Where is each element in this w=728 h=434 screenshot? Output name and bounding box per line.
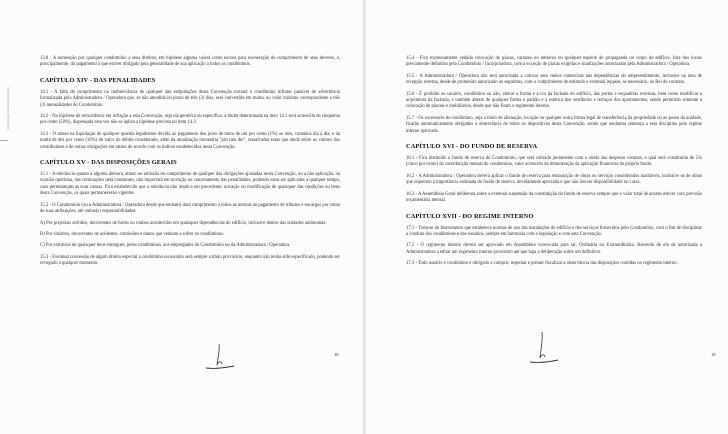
paragraph: 17.1 - Trata-se do Instrumento que estabelece normas de uso das instalações do edifício e dos serviços fornecidos pelo Condomínio, com o fim de disciplinar a conduta dos condôminos e dos usuários, sempre em harmonia com a legislação e com esta Convenção.	[406, 225, 702, 237]
paragraph: A) Por prejuízos sofridos, decorrentes de furtos ou roubos acontecidos em quaisquer dependências do edifício, inclusive dentro das unidades autônomas;	[40, 220, 327, 226]
paragraph: 14.1 - A falta de cumprimento ou inobservância de qualquer das estipulações desta Convenção tornará o condômino infrator passível de advertência formalizada pela Administradora / Operadora que, se não atendida no prazo de três (3) dias, será convertida em multa, no valor máximo correspondente a três (3) mensalidades do Condomínio.	[40, 89, 340, 108]
chapter-heading: CAPÍTULO XIV - DAS PENALIDADES	[40, 76, 156, 84]
paragraph: 17.2 - O regimento interno deverá ser aprovado em Assembleia convocada para tal, Ordinária ou Extraordinária. Havendo de ela de autorizada a Administradora a editar um regimento interno provisório até que haja a deliberação sobre um definitivo.	[406, 243, 702, 255]
paragraph: B) Por sinistros, decorrentes de acidentes, comissões e danos que venham a sofrer os condôminos.	[40, 231, 225, 237]
paragraph: 15.7 - Os sucessores do condômino, seja a título de alienação, locação ou qualquer outra forma legal de transferência da propriedade ou ao posse da unidade, ficarão automaticamente obrigados à observância de todos os dispositivos desta Convenção, sendo que nenhuma sentença a esta disciplina pelo regime interno aprovado.	[406, 115, 702, 134]
margin-stamp: Maria Isabel Almeida Carvalho	[6, 87, 10, 130]
right-text-column	[406, 56, 702, 273]
paragraph: 16.3 - A Assembleia Geral deliberará sobre a eventual suspensão da constituição do fundo de reserva sempre que o valor total de acordo estiver com previsão orçamentária mensal.	[406, 191, 702, 204]
right-page	[366, 0, 728, 434]
paragraph: 13.8 - A nomeação por qualquer condomínio a seus direitos, em hipótese alguma valerá como escusa para exoneração do cumprimento de seus deveres, e, principalmente, do pagamento a que estiver obrigado pela generalidade de sua aplicação a todos os condôminos.	[40, 56, 340, 68]
margin-mark	[0, 140, 8, 141]
paragraph: 16.1 - Fica instituído o fundo de reserva do Condomínio, que será cobrado juntamente com o rateio das despesas comuns, o qual será constituído de 5% (cinco por cento) da contribuição mensal do condomínio, valor acrescido da remuneração da aplicação financeira do próprio fundo.	[406, 156, 702, 168]
left-text-column	[40, 56, 340, 273]
paragraph: 15.3 - Eventual concessão de algum direito especial a condômino ou usuário será sempre a título provisório, enquanto não tenha sido especificado, podendo ser revogado a qualquer momento.	[40, 254, 340, 267]
paragraph: 15.1 - A tolerância quanto a alguma demora, atraso ou omissão no cumprimento de qualquer das obrigações ajustadas nesta Convenção, ou a não aplicação, na ocasião oportuna, das cominações nela constantes, não importará em novação ou cancelamento das penalidades, podendo estas ser aplicadas a qualquer tempo, caso permaneçam as suas causas. Fica estabelecido que a tolerância não implica em precedente, novação ou modificação de quaisquer das condições ou itens desta Convenção, os quais permanecerão vigentes.	[40, 172, 340, 197]
chapter-heading: CAPÍTULO XV - DAS DISPOSIÇÕES GERAIS	[40, 159, 177, 167]
paragraph: 17.3 - Todo usuário e condômino é obrigado a cumprir, respeitar e prestar fiscalizar a observância das disposições contidas no regimento interno.	[406, 261, 678, 267]
signature-mark	[524, 326, 564, 371]
signature-mark	[200, 338, 240, 377]
chapter-heading: CAPÍTULO XVII - DO REGIME INTERNO	[406, 212, 534, 220]
page-number: 18	[334, 352, 339, 357]
chapter-heading: CAPÍTULO XVI - DO FUNDO DE RESERVA	[406, 143, 538, 151]
paragraph: 14.3 - O atraso na liquidação de qualquer quantia legalmente devida ao pagamento dos juros de mora de um por cento (1%) ao mês, contados dia a dia, e da multa de dez por cento (10%) do valor do débito considerado, além da atualização monetária "pro rata die", ressalvadas estas que ainda sobre os valores dos contribuintes e de outras obrigações em atraso de acordo com os índices estabelecidos nesta Convenção.	[40, 131, 340, 150]
paragraph: C) Por extravios de quaisquer bens entregues, pelos condôminos, aos empregados do Condomínio ou da Administradora / Operadora.	[40, 243, 291, 249]
paragraph: 15.2 - O Condomínio (ou a Administradora / Operadora desde que tenham) dará cumprimento a todos as normas ao pagamento de tributos e encargos por conta de suas atribuições, até outras(s) responsabilidades:	[40, 202, 340, 215]
paragraph: 14.2 - Na hipótese de reincidência em infração a esta Convenção, seja ela genérica ou específica, a multa determinada na item 14.1 será acrescida de cinquenta por cento (50%), dispensada esta vez não se aplica a hipótese prevista no item 14.3.	[40, 114, 340, 126]
page-number: 19	[711, 352, 716, 357]
paragraph: 16.2 - A Administradora / Operadora deverá aplicar o fundo de reserva para restauração de obras ou serviços considerados inadiáveis, inclusive os de obras que requerem a importância estimada do fundo de reserva, devidamente aprovada e que não houver disponibilidade no caixa.	[406, 173, 702, 186]
paragraph: 15.5 - A Administradora / Operadora não será autorizada a colocar seus meios comerciais nas dependências do empreendimento, inclusive na área de recepção externa, desde de prometido autorizado ao seguimos, com o cumprimento de estímulo e eventual repasse, se necessário, ao Rei do contrato.	[406, 73, 702, 86]
paragraph: 15.4 - Fica expressamente vedada colocação de placas, cartazes ou letreiros ou qualquer espécie de propaganda no corpo do edifício, fora dos locais previamente definidos pela Condomínio / Incorporadora, com a exceção de placas exigidas e sinalizações autorizadas pela Administradora / Operadora.	[406, 56, 702, 68]
paragraph: 15.6 - É proibido ao usuário, condômino ou não, alterar a forma e a cor da fachada do edifício, das portas e esquadrias externas, bem como modificar a arquitetura da fachada, e também alterar de qualquer forma o padrão e a estética dos vestíbulos e terraços dos apartamentos, sendo permitido somente a colocação de plantas e mobiliários, desde que não firam o regimento interno.	[406, 91, 702, 110]
